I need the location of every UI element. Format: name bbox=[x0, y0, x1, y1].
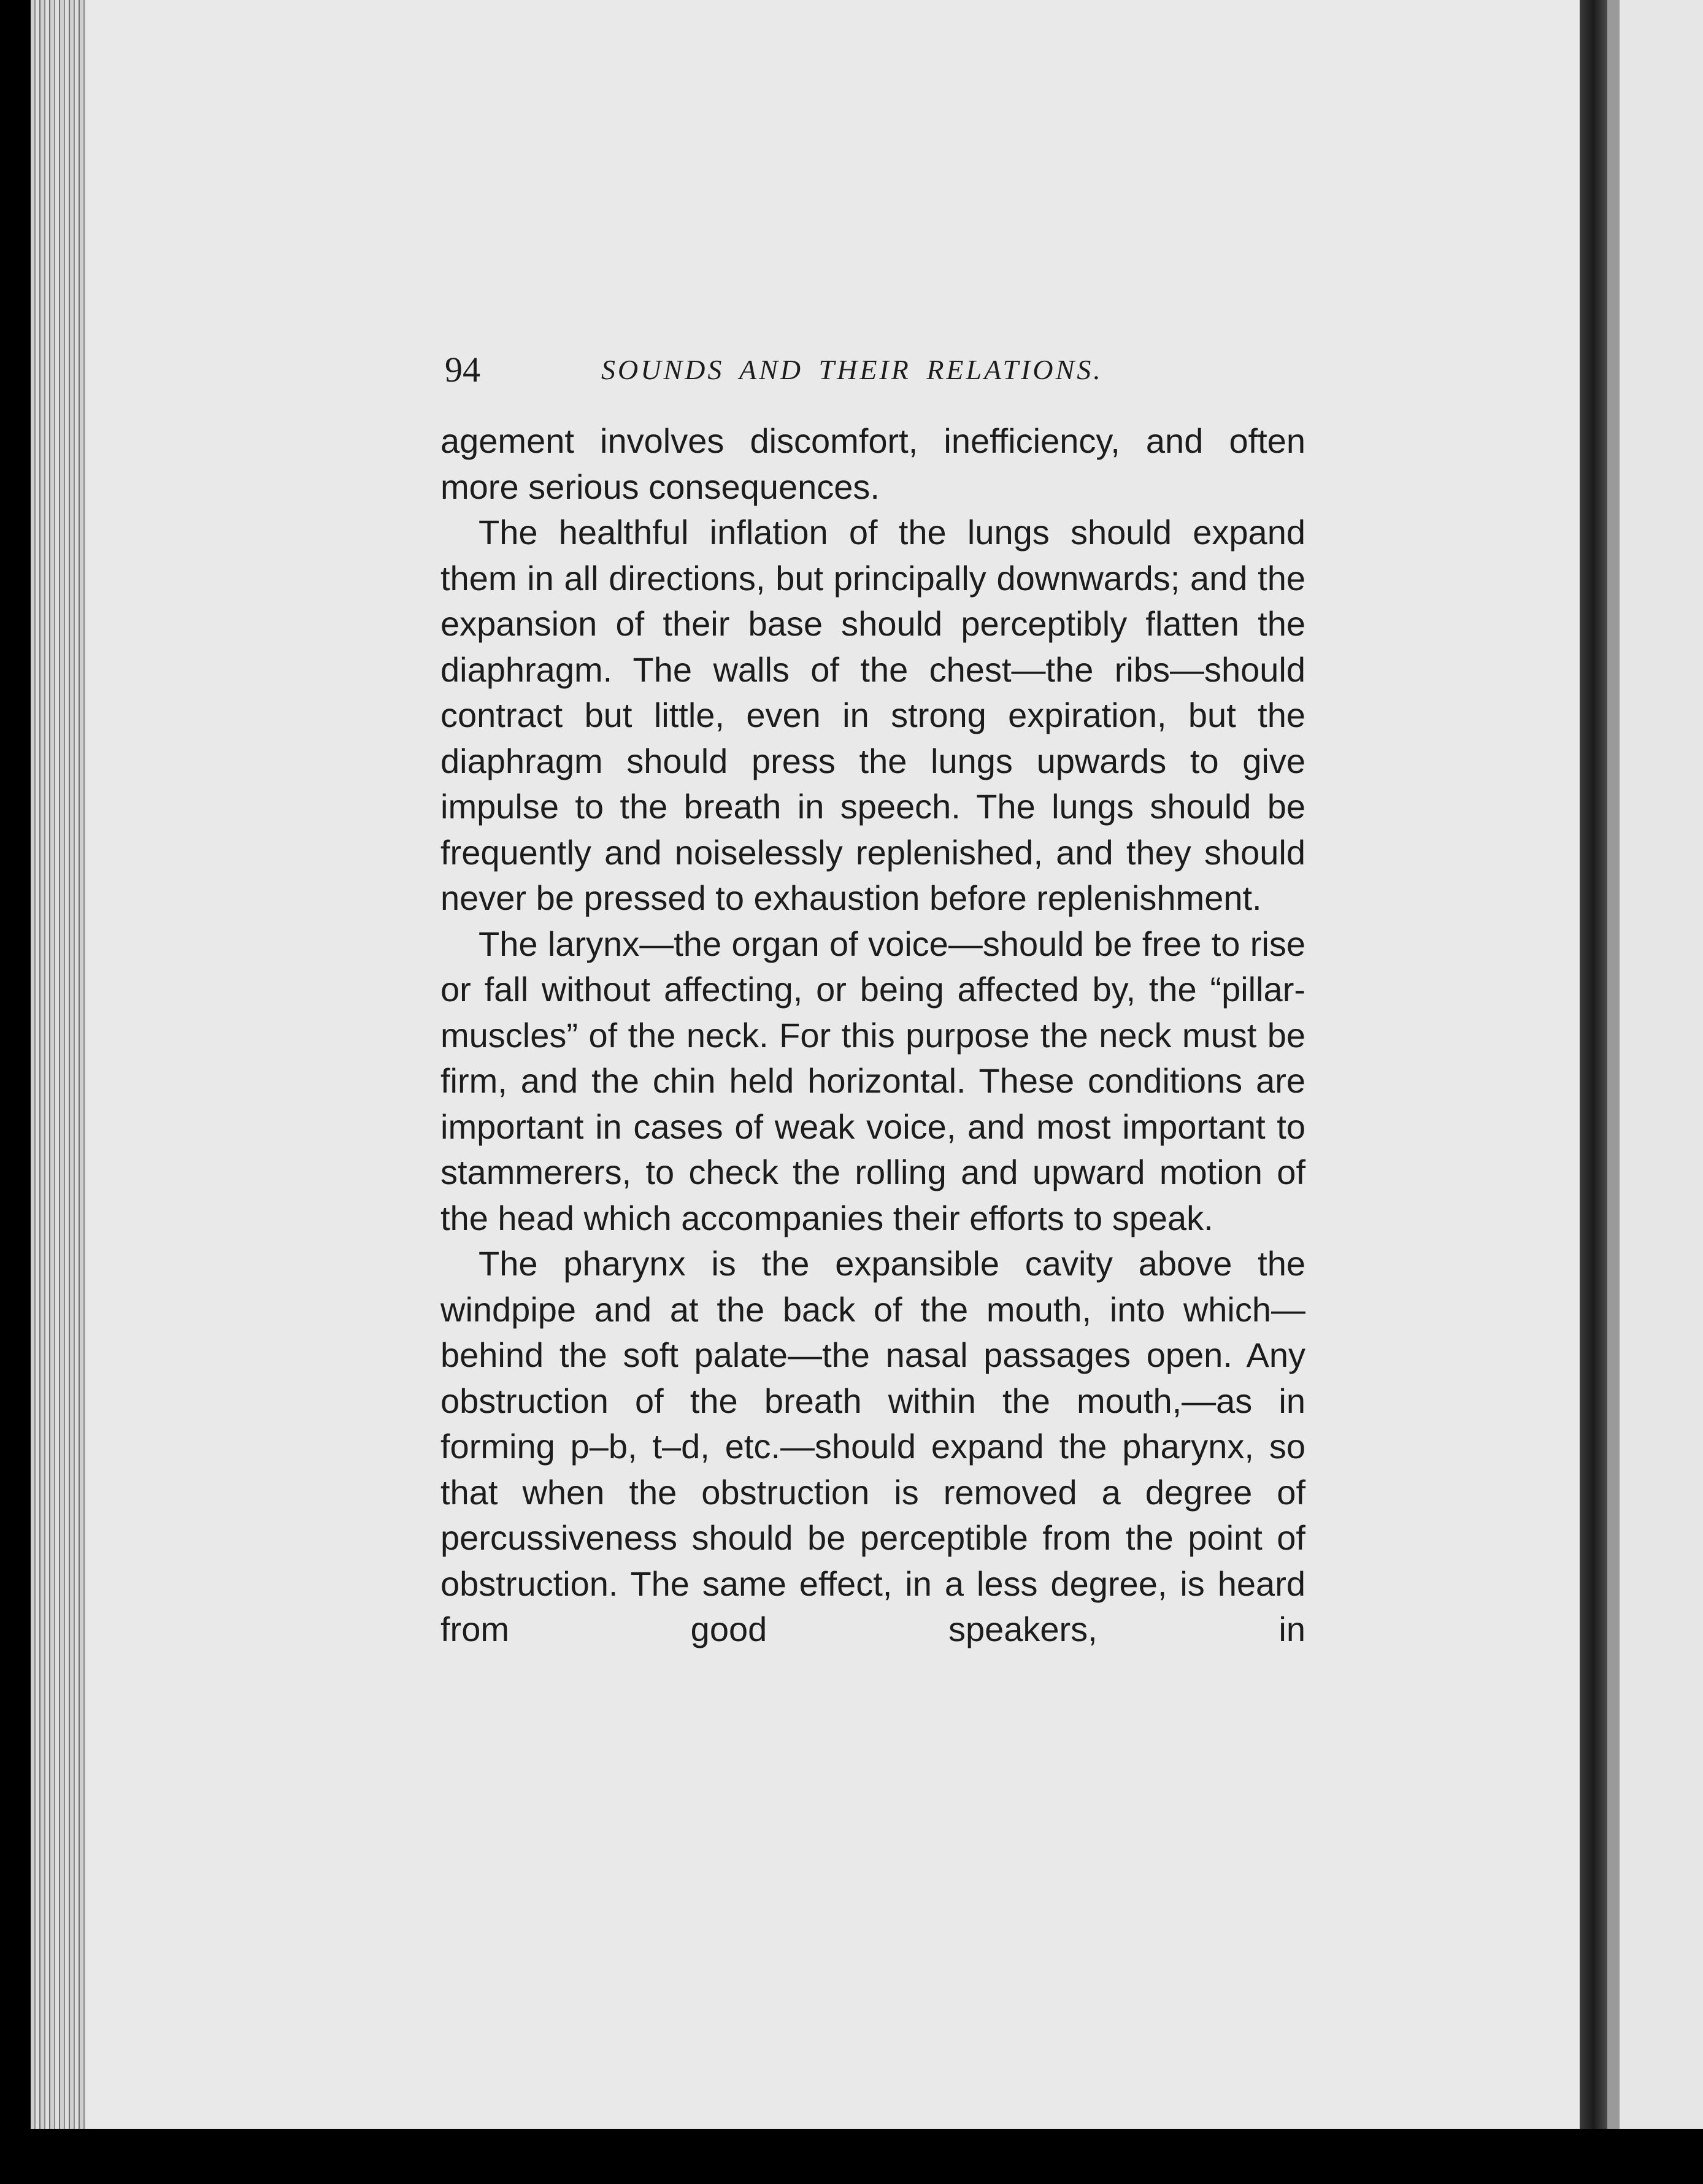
paragraph-2: The healthful inflation of the lungs should expand them in all directions, but principally downwards; and the expansion of their base should perceptibly flatten the diaphragm. The walls of the chest—the ribs—should contract but little, even in strong expiration, but the diaphragm should press the lungs upwards to give impulse to the breath in speech. The lungs should be frequently and noiselessly replenished, and they should never be pressed to exhaustion before replenishment. bbox=[440, 513, 1305, 917]
scan-border bbox=[0, 2129, 1703, 2184]
running-head bbox=[445, 348, 1172, 391]
book-gutter-edge bbox=[1607, 0, 1620, 2129]
body-text bbox=[440, 418, 1305, 1653]
book-gutter-shadow bbox=[1580, 0, 1607, 2129]
facing-page-edge bbox=[1620, 0, 1703, 2129]
paragraph-4: The pharynx is the expansible cavity above the windpipe and at the back of the mouth, into which—behind the soft palate—the nasal passages open. Any obstruction of the breath within the mouth,—as in forming p–b, t–d, etc.—should expand the pharynx, so that when the obstruction is removed a degree of percussiveness should be perceptible from the point of obstruction. The same effect, in a less degree, is heard from good speakers, in bbox=[440, 1244, 1305, 1648]
page-number: 94 bbox=[445, 350, 480, 390]
running-title: SOUNDS AND THEIR RELATIONS. bbox=[601, 354, 1103, 385]
page-edge-stack bbox=[31, 0, 86, 2129]
paragraph-3: The larynx—the organ of voice—should be free to rise or fall without affecting, or being affected by, the “pillar-muscles” of the neck. For this purpose the neck must be firm, and the chin held horizontal. These conditions are important in cases of weak voice, and most important to stammerers, to check the rolling and upward motion of the head which accompanies their efforts to speak. bbox=[440, 924, 1305, 1237]
paragraph-1: agement involves discomfort, inefficiency, and often more serious consequences. bbox=[440, 421, 1305, 506]
